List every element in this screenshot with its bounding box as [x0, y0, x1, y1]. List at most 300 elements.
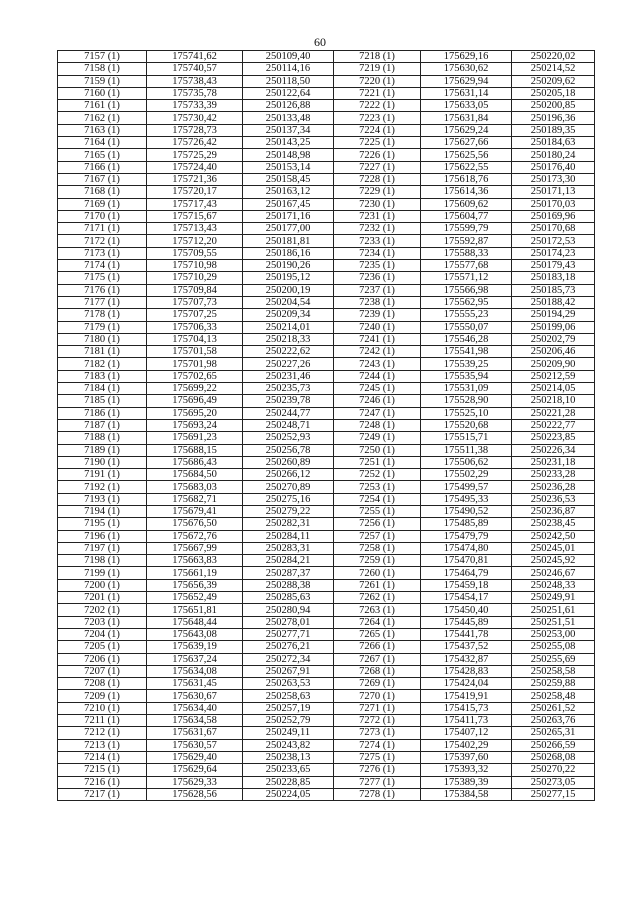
y-coordinate-cell: 250220,02 — [512, 51, 595, 63]
y-coordinate-cell: 250263,76 — [512, 715, 595, 727]
x-coordinate-cell: 175631,45 — [147, 678, 243, 690]
y-coordinate-cell: 250258,48 — [512, 690, 595, 702]
y-coordinate-cell: 250222,62 — [243, 346, 334, 358]
point-id-cell: 7190 (1) — [58, 456, 147, 468]
point-id-cell: 7161 (1) — [58, 100, 147, 112]
y-coordinate-cell: 250214,01 — [243, 321, 334, 333]
y-coordinate-cell: 250284,21 — [243, 555, 334, 567]
y-coordinate-cell: 250180,24 — [512, 149, 595, 161]
x-coordinate-cell: 175701,58 — [147, 346, 243, 358]
y-coordinate-cell: 250170,03 — [512, 198, 595, 210]
y-coordinate-cell: 250209,34 — [243, 309, 334, 321]
point-id-cell: 7182 (1) — [58, 358, 147, 370]
x-coordinate-cell: 175622,55 — [421, 161, 512, 173]
x-coordinate-cell: 175437,52 — [421, 641, 512, 653]
y-coordinate-cell: 250249,91 — [512, 592, 595, 604]
x-coordinate-cell: 175402,29 — [421, 739, 512, 751]
table-row — [58, 370, 595, 382]
x-coordinate-cell: 175470,81 — [421, 555, 512, 567]
point-id-cell: 7165 (1) — [58, 149, 147, 161]
x-coordinate-cell: 175651,81 — [147, 604, 243, 616]
y-coordinate-cell: 250242,50 — [512, 530, 595, 542]
point-id-cell: 7261 (1) — [334, 579, 421, 591]
table-row — [58, 690, 595, 702]
point-id-cell: 7229 (1) — [334, 186, 421, 198]
point-id-cell: 7167 (1) — [58, 173, 147, 185]
x-coordinate-cell: 175713,43 — [147, 223, 243, 235]
y-coordinate-cell: 250279,22 — [243, 505, 334, 517]
point-id-cell: 7245 (1) — [334, 383, 421, 395]
point-id-cell: 7177 (1) — [58, 296, 147, 308]
table-row — [58, 161, 595, 173]
point-id-cell: 7174 (1) — [58, 260, 147, 272]
x-coordinate-cell: 175686,43 — [147, 456, 243, 468]
y-coordinate-cell: 250163,12 — [243, 186, 334, 198]
y-coordinate-cell: 250204,54 — [243, 296, 334, 308]
point-id-cell: 7202 (1) — [58, 604, 147, 616]
x-coordinate-cell: 175571,12 — [421, 272, 512, 284]
table-row — [58, 555, 595, 567]
table-row — [58, 260, 595, 272]
y-coordinate-cell: 250248,33 — [512, 579, 595, 591]
point-id-cell: 7215 (1) — [58, 764, 147, 776]
table-row — [58, 628, 595, 640]
point-id-cell: 7216 (1) — [58, 776, 147, 788]
point-id-cell: 7181 (1) — [58, 346, 147, 358]
y-coordinate-cell: 250252,93 — [243, 432, 334, 444]
y-coordinate-cell: 250184,63 — [512, 137, 595, 149]
y-coordinate-cell: 250253,00 — [512, 628, 595, 640]
point-id-cell: 7231 (1) — [334, 210, 421, 222]
x-coordinate-cell: 175634,58 — [147, 715, 243, 727]
y-coordinate-cell: 250236,53 — [512, 493, 595, 505]
point-id-cell: 7209 (1) — [58, 690, 147, 702]
point-id-cell: 7224 (1) — [334, 124, 421, 136]
x-coordinate-cell: 175495,33 — [421, 493, 512, 505]
point-id-cell: 7211 (1) — [58, 715, 147, 727]
table-row — [58, 456, 595, 468]
point-id-cell: 7238 (1) — [334, 296, 421, 308]
y-coordinate-cell: 250224,05 — [243, 788, 334, 800]
point-id-cell: 7206 (1) — [58, 653, 147, 665]
table-row — [58, 173, 595, 185]
x-coordinate-cell: 175709,55 — [147, 247, 243, 259]
point-id-cell: 7214 (1) — [58, 751, 147, 763]
point-id-cell: 7267 (1) — [334, 653, 421, 665]
y-coordinate-cell: 250256,78 — [243, 444, 334, 456]
y-coordinate-cell: 250233,65 — [243, 764, 334, 776]
x-coordinate-cell: 175634,08 — [147, 665, 243, 677]
table-row — [58, 419, 595, 431]
y-coordinate-cell: 250171,16 — [243, 210, 334, 222]
point-id-cell: 7162 (1) — [58, 112, 147, 124]
table-row — [58, 112, 595, 124]
table-row — [58, 247, 595, 259]
table-row — [58, 75, 595, 87]
y-coordinate-cell: 250251,61 — [512, 604, 595, 616]
point-id-cell: 7201 (1) — [58, 592, 147, 604]
y-coordinate-cell: 250265,31 — [512, 727, 595, 739]
x-coordinate-cell: 175629,33 — [147, 776, 243, 788]
y-coordinate-cell: 250248,71 — [243, 419, 334, 431]
table-row — [58, 137, 595, 149]
point-id-cell: 7158 (1) — [58, 63, 147, 75]
point-id-cell: 7170 (1) — [58, 210, 147, 222]
table-row — [58, 358, 595, 370]
table-row — [58, 444, 595, 456]
table-row — [58, 87, 595, 99]
table-row — [58, 333, 595, 345]
y-coordinate-cell: 250137,34 — [243, 124, 334, 136]
y-coordinate-cell: 250222,77 — [512, 419, 595, 431]
x-coordinate-cell: 175707,25 — [147, 309, 243, 321]
point-id-cell: 7180 (1) — [58, 333, 147, 345]
point-id-cell: 7263 (1) — [334, 604, 421, 616]
point-id-cell: 7183 (1) — [58, 370, 147, 382]
x-coordinate-cell: 175631,14 — [421, 87, 512, 99]
x-coordinate-cell: 175628,56 — [147, 788, 243, 800]
table-row — [58, 235, 595, 247]
x-coordinate-cell: 175464,79 — [421, 567, 512, 579]
point-id-cell: 7189 (1) — [58, 444, 147, 456]
y-coordinate-cell: 250249,11 — [243, 727, 334, 739]
y-coordinate-cell: 250179,43 — [512, 260, 595, 272]
table-row — [58, 272, 595, 284]
x-coordinate-cell: 175630,62 — [421, 63, 512, 75]
y-coordinate-cell: 250282,31 — [243, 518, 334, 530]
y-coordinate-cell: 250280,94 — [243, 604, 334, 616]
point-id-cell: 7253 (1) — [334, 481, 421, 493]
table-row — [58, 542, 595, 554]
x-coordinate-cell: 175474,80 — [421, 542, 512, 554]
point-id-cell: 7191 (1) — [58, 469, 147, 481]
y-coordinate-cell: 250218,33 — [243, 333, 334, 345]
y-coordinate-cell: 250245,01 — [512, 542, 595, 554]
point-id-cell: 7219 (1) — [334, 63, 421, 75]
point-id-cell: 7268 (1) — [334, 665, 421, 677]
table-row — [58, 776, 595, 788]
y-coordinate-cell: 250243,82 — [243, 739, 334, 751]
y-coordinate-cell: 250263,53 — [243, 678, 334, 690]
x-coordinate-cell: 175721,36 — [147, 173, 243, 185]
point-id-cell: 7277 (1) — [334, 776, 421, 788]
x-coordinate-cell: 175707,73 — [147, 296, 243, 308]
y-coordinate-cell: 250231,18 — [512, 456, 595, 468]
x-coordinate-cell: 175704,13 — [147, 333, 243, 345]
point-id-cell: 7220 (1) — [334, 75, 421, 87]
table-row — [58, 51, 595, 63]
point-id-cell: 7254 (1) — [334, 493, 421, 505]
point-id-cell: 7157 (1) — [58, 51, 147, 63]
y-coordinate-cell: 250185,73 — [512, 284, 595, 296]
point-id-cell: 7276 (1) — [334, 764, 421, 776]
point-id-cell: 7252 (1) — [334, 469, 421, 481]
x-coordinate-cell: 175609,62 — [421, 198, 512, 210]
point-id-cell: 7186 (1) — [58, 407, 147, 419]
y-coordinate-cell: 250267,91 — [243, 665, 334, 677]
x-coordinate-cell: 175710,98 — [147, 260, 243, 272]
table-row — [58, 505, 595, 517]
x-coordinate-cell: 175629,24 — [421, 124, 512, 136]
y-coordinate-cell: 250238,13 — [243, 751, 334, 763]
point-id-cell: 7230 (1) — [334, 198, 421, 210]
table-row — [58, 518, 595, 530]
y-coordinate-cell: 250172,53 — [512, 235, 595, 247]
y-coordinate-cell: 250202,79 — [512, 333, 595, 345]
y-coordinate-cell: 250167,45 — [243, 198, 334, 210]
y-coordinate-cell: 250270,89 — [243, 481, 334, 493]
x-coordinate-cell: 175629,64 — [147, 764, 243, 776]
x-coordinate-cell: 175511,38 — [421, 444, 512, 456]
table-row — [58, 481, 595, 493]
x-coordinate-cell: 175735,78 — [147, 87, 243, 99]
x-coordinate-cell: 175740,57 — [147, 63, 243, 75]
table-row — [58, 592, 595, 604]
point-id-cell: 7212 (1) — [58, 727, 147, 739]
y-coordinate-cell: 250226,34 — [512, 444, 595, 456]
x-coordinate-cell: 175679,41 — [147, 505, 243, 517]
x-coordinate-cell: 175702,65 — [147, 370, 243, 382]
y-coordinate-cell: 250194,29 — [512, 309, 595, 321]
point-id-cell: 7196 (1) — [58, 530, 147, 542]
point-id-cell: 7179 (1) — [58, 321, 147, 333]
x-coordinate-cell: 175696,49 — [147, 395, 243, 407]
y-coordinate-cell: 250268,08 — [512, 751, 595, 763]
point-id-cell: 7173 (1) — [58, 247, 147, 259]
y-coordinate-cell: 250186,16 — [243, 247, 334, 259]
point-id-cell: 7236 (1) — [334, 272, 421, 284]
table-row — [58, 149, 595, 161]
point-id-cell: 7269 (1) — [334, 678, 421, 690]
x-coordinate-cell: 175712,20 — [147, 235, 243, 247]
point-id-cell: 7188 (1) — [58, 432, 147, 444]
y-coordinate-cell: 250122,64 — [243, 87, 334, 99]
point-id-cell: 7275 (1) — [334, 751, 421, 763]
x-coordinate-cell: 175389,39 — [421, 776, 512, 788]
y-coordinate-cell: 250266,12 — [243, 469, 334, 481]
point-id-cell: 7166 (1) — [58, 161, 147, 173]
x-coordinate-cell: 175411,73 — [421, 715, 512, 727]
point-id-cell: 7260 (1) — [334, 567, 421, 579]
x-coordinate-cell: 175709,84 — [147, 284, 243, 296]
y-coordinate-cell: 250206,46 — [512, 346, 595, 358]
x-coordinate-cell: 175625,56 — [421, 149, 512, 161]
y-coordinate-cell: 250133,48 — [243, 112, 334, 124]
y-coordinate-cell: 250109,40 — [243, 51, 334, 63]
x-coordinate-cell: 175588,33 — [421, 247, 512, 259]
x-coordinate-cell: 175684,50 — [147, 469, 243, 481]
y-coordinate-cell: 250272,34 — [243, 653, 334, 665]
x-coordinate-cell: 175663,83 — [147, 555, 243, 567]
y-coordinate-cell: 250169,96 — [512, 210, 595, 222]
x-coordinate-cell: 175725,29 — [147, 149, 243, 161]
x-coordinate-cell: 175724,40 — [147, 161, 243, 173]
table-row — [58, 739, 595, 751]
point-id-cell: 7262 (1) — [334, 592, 421, 604]
x-coordinate-cell: 175648,44 — [147, 616, 243, 628]
y-coordinate-cell: 250251,51 — [512, 616, 595, 628]
y-coordinate-cell: 250200,19 — [243, 284, 334, 296]
page-number: 60 — [314, 35, 326, 49]
x-coordinate-cell: 175415,73 — [421, 702, 512, 714]
point-id-cell: 7199 (1) — [58, 567, 147, 579]
point-id-cell: 7192 (1) — [58, 481, 147, 493]
y-coordinate-cell: 250245,92 — [512, 555, 595, 567]
x-coordinate-cell: 175599,79 — [421, 223, 512, 235]
point-id-cell: 7200 (1) — [58, 579, 147, 591]
y-coordinate-cell: 250126,88 — [243, 100, 334, 112]
y-coordinate-cell: 250258,58 — [512, 665, 595, 677]
y-coordinate-cell: 250228,85 — [243, 776, 334, 788]
x-coordinate-cell: 175506,62 — [421, 456, 512, 468]
point-id-cell: 7203 (1) — [58, 616, 147, 628]
table-row — [58, 210, 595, 222]
x-coordinate-cell: 175633,05 — [421, 100, 512, 112]
table-row — [58, 407, 595, 419]
x-coordinate-cell: 175631,67 — [147, 727, 243, 739]
point-id-cell: 7187 (1) — [58, 419, 147, 431]
point-id-cell: 7235 (1) — [334, 260, 421, 272]
y-coordinate-cell: 250261,52 — [512, 702, 595, 714]
x-coordinate-cell: 175428,83 — [421, 665, 512, 677]
x-coordinate-cell: 175643,08 — [147, 628, 243, 640]
table-row — [58, 727, 595, 739]
x-coordinate-cell: 175515,71 — [421, 432, 512, 444]
y-coordinate-cell: 250176,40 — [512, 161, 595, 173]
point-id-cell: 7232 (1) — [334, 223, 421, 235]
point-id-cell: 7244 (1) — [334, 370, 421, 382]
table-row — [58, 715, 595, 727]
y-coordinate-cell: 250227,26 — [243, 358, 334, 370]
point-id-cell: 7272 (1) — [334, 715, 421, 727]
point-id-cell: 7266 (1) — [334, 641, 421, 653]
point-id-cell: 7270 (1) — [334, 690, 421, 702]
point-id-cell: 7205 (1) — [58, 641, 147, 653]
x-coordinate-cell: 175384,58 — [421, 788, 512, 800]
x-coordinate-cell: 175656,39 — [147, 579, 243, 591]
y-coordinate-cell: 250153,14 — [243, 161, 334, 173]
point-id-cell: 7171 (1) — [58, 223, 147, 235]
point-id-cell: 7234 (1) — [334, 247, 421, 259]
y-coordinate-cell: 250266,59 — [512, 739, 595, 751]
y-coordinate-cell: 250218,10 — [512, 395, 595, 407]
x-coordinate-cell: 175637,24 — [147, 653, 243, 665]
y-coordinate-cell: 250276,21 — [243, 641, 334, 653]
x-coordinate-cell: 175531,09 — [421, 383, 512, 395]
point-id-cell: 7237 (1) — [334, 284, 421, 296]
table-row — [58, 223, 595, 235]
point-id-cell: 7273 (1) — [334, 727, 421, 739]
y-coordinate-cell: 250199,06 — [512, 321, 595, 333]
point-id-cell: 7176 (1) — [58, 284, 147, 296]
table-row — [58, 321, 595, 333]
point-id-cell: 7249 (1) — [334, 432, 421, 444]
x-coordinate-cell: 175701,98 — [147, 358, 243, 370]
x-coordinate-cell: 175710,29 — [147, 272, 243, 284]
x-coordinate-cell: 175566,98 — [421, 284, 512, 296]
x-coordinate-cell: 175555,23 — [421, 309, 512, 321]
table-row — [58, 284, 595, 296]
x-coordinate-cell: 175699,22 — [147, 383, 243, 395]
point-id-cell: 7204 (1) — [58, 628, 147, 640]
coordinates-table — [57, 50, 595, 801]
point-id-cell: 7197 (1) — [58, 542, 147, 554]
table-row — [58, 383, 595, 395]
y-coordinate-cell: 250239,78 — [243, 395, 334, 407]
table-row — [58, 751, 595, 763]
x-coordinate-cell: 175676,50 — [147, 518, 243, 530]
y-coordinate-cell: 250231,46 — [243, 370, 334, 382]
x-coordinate-cell: 175706,33 — [147, 321, 243, 333]
point-id-cell: 7217 (1) — [58, 788, 147, 800]
x-coordinate-cell: 175618,76 — [421, 173, 512, 185]
y-coordinate-cell: 250171,13 — [512, 186, 595, 198]
point-id-cell: 7198 (1) — [58, 555, 147, 567]
table-row — [58, 616, 595, 628]
table-row — [58, 124, 595, 136]
y-coordinate-cell: 250278,01 — [243, 616, 334, 628]
point-id-cell: 7163 (1) — [58, 124, 147, 136]
x-coordinate-cell: 175661,19 — [147, 567, 243, 579]
point-id-cell: 7241 (1) — [334, 333, 421, 345]
x-coordinate-cell: 175631,84 — [421, 112, 512, 124]
point-id-cell: 7210 (1) — [58, 702, 147, 714]
x-coordinate-cell: 175459,18 — [421, 579, 512, 591]
y-coordinate-cell: 250277,15 — [512, 788, 595, 800]
x-coordinate-cell: 175730,42 — [147, 112, 243, 124]
y-coordinate-cell: 250209,90 — [512, 358, 595, 370]
y-coordinate-cell: 250173,30 — [512, 173, 595, 185]
x-coordinate-cell: 175499,57 — [421, 481, 512, 493]
y-coordinate-cell: 250212,59 — [512, 370, 595, 382]
y-coordinate-cell: 250214,52 — [512, 63, 595, 75]
x-coordinate-cell: 175562,95 — [421, 296, 512, 308]
x-coordinate-cell: 175693,24 — [147, 419, 243, 431]
point-id-cell: 7240 (1) — [334, 321, 421, 333]
x-coordinate-cell: 175490,52 — [421, 505, 512, 517]
y-coordinate-cell: 250183,18 — [512, 272, 595, 284]
point-id-cell: 7242 (1) — [334, 346, 421, 358]
x-coordinate-cell: 175541,98 — [421, 346, 512, 358]
x-coordinate-cell: 175627,66 — [421, 137, 512, 149]
table-row — [58, 641, 595, 653]
x-coordinate-cell: 175667,99 — [147, 542, 243, 554]
x-coordinate-cell: 175546,28 — [421, 333, 512, 345]
point-id-cell: 7264 (1) — [334, 616, 421, 628]
point-id-cell: 7225 (1) — [334, 137, 421, 149]
x-coordinate-cell: 175630,57 — [147, 739, 243, 751]
x-coordinate-cell: 175432,87 — [421, 653, 512, 665]
x-coordinate-cell: 175550,07 — [421, 321, 512, 333]
x-coordinate-cell: 175577,68 — [421, 260, 512, 272]
point-id-cell: 7258 (1) — [334, 542, 421, 554]
y-coordinate-cell: 250252,79 — [243, 715, 334, 727]
y-coordinate-cell: 250257,19 — [243, 702, 334, 714]
y-coordinate-cell: 250181,81 — [243, 235, 334, 247]
x-coordinate-cell: 175688,15 — [147, 444, 243, 456]
point-id-cell: 7207 (1) — [58, 665, 147, 677]
x-coordinate-cell: 175682,71 — [147, 493, 243, 505]
y-coordinate-cell: 250287,37 — [243, 567, 334, 579]
y-coordinate-cell: 250275,16 — [243, 493, 334, 505]
y-coordinate-cell: 250236,28 — [512, 481, 595, 493]
point-id-cell: 7265 (1) — [334, 628, 421, 640]
table-row — [58, 493, 595, 505]
table-row — [58, 198, 595, 210]
y-coordinate-cell: 250260,89 — [243, 456, 334, 468]
y-coordinate-cell: 250221,28 — [512, 407, 595, 419]
point-id-cell: 7228 (1) — [334, 173, 421, 185]
